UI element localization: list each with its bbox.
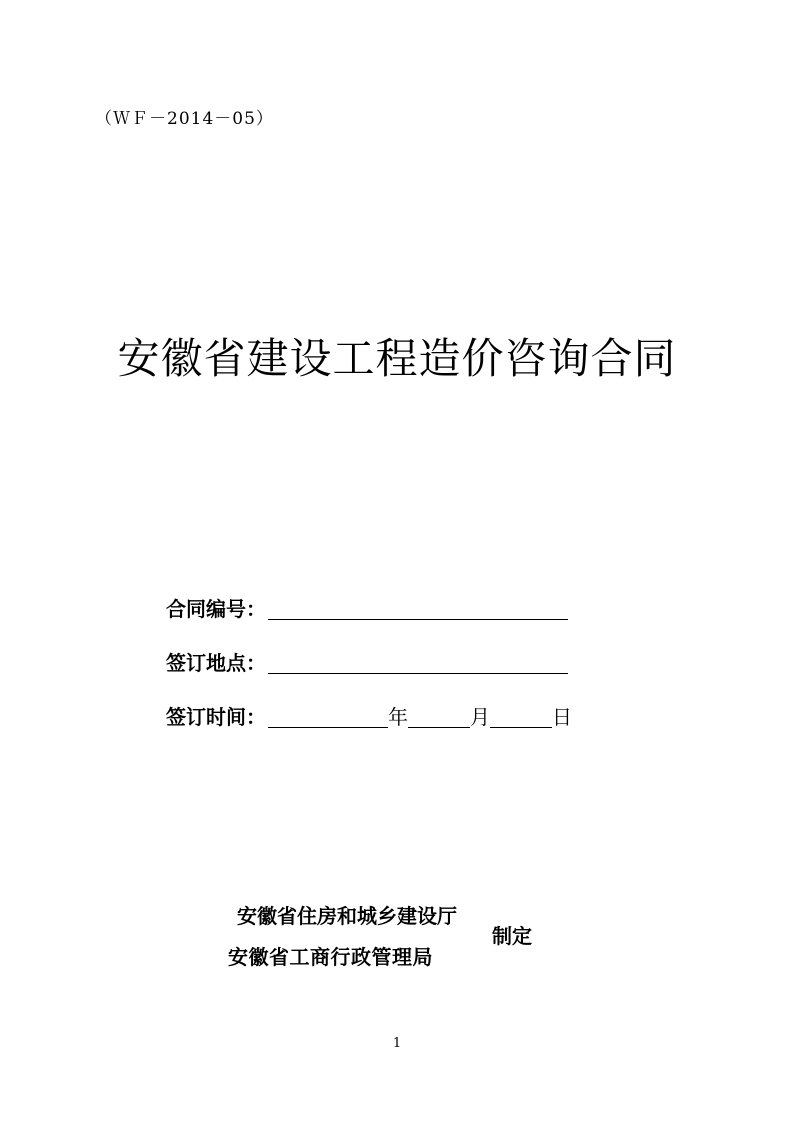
contract-number-row — [166, 592, 568, 622]
signing-time-row — [166, 700, 572, 730]
document-title: 安徽省建设工程造价咨询合同 — [117, 334, 677, 383]
contract-number-blank — [268, 597, 568, 620]
signing-place-blank — [268, 651, 568, 674]
form-code: （ＷＦ－2014－05） — [95, 109, 274, 129]
signing-place-row — [166, 646, 568, 676]
year-unit: 年 — [388, 705, 408, 729]
signing-place-label: 签订地点： — [166, 651, 266, 675]
day-unit: 日 — [552, 705, 572, 729]
day-blank — [490, 705, 552, 728]
issuer-suffix: 制定 — [492, 924, 532, 948]
year-blank — [268, 705, 388, 728]
month-blank — [408, 705, 470, 728]
issuer-industry-commerce-bureau: 安徽省工商行政管理局 — [228, 945, 433, 969]
month-unit: 月 — [470, 705, 490, 729]
signing-time-label: 签订时间： — [166, 705, 266, 729]
page-number: 1 — [392, 1036, 402, 1051]
contract-number-label: 合同编号： — [166, 597, 266, 621]
issuer-housing-department: 安徽省住房和城乡建设厅 — [237, 904, 457, 928]
